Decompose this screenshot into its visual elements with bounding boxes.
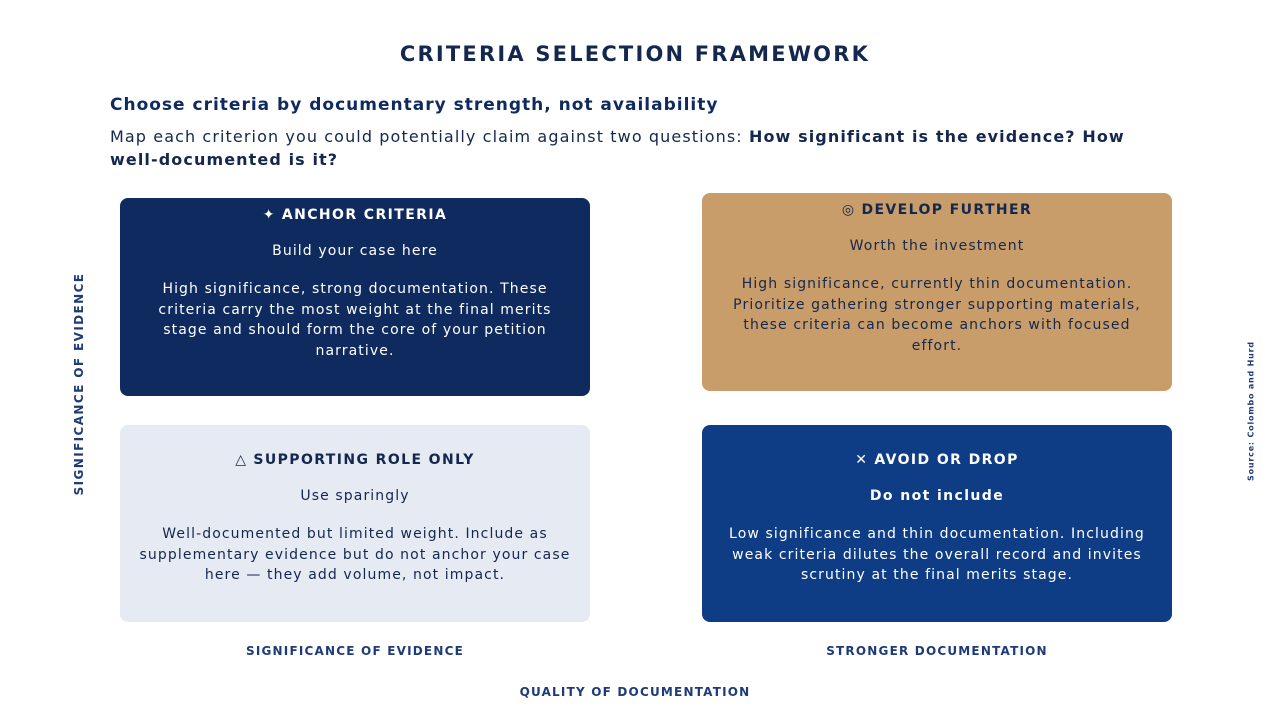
quadrant-avoid-description: Low significance and thin documentation. Including weak criteria dilutes the overall record and invites scrutiny at the final merits stage. xyxy=(729,526,1145,583)
target-icon: ◎ xyxy=(841,202,856,218)
quadrant-develop-description: High significance, currently thin documentation. Prioritize gathering stronger supporting materials, these criteria can become anchors with focused effort. xyxy=(733,276,1141,354)
quadrant-support-description: Well-documented but limited weight. Include as supplementary evidence but do not anchor your case here — they add volume, not impact. xyxy=(139,526,571,583)
x-axis-left-label: SIGNIFICANCE OF EVIDENCE xyxy=(246,644,464,658)
page-title: CRITERIA SELECTION FRAMEWORK xyxy=(399,42,871,66)
quadrant-develop-title: DEVELOP FURTHER xyxy=(861,202,1033,218)
source-credit: Source: Colombo and Hurd xyxy=(1246,341,1256,481)
quadrant-avoid-heading xyxy=(702,452,1172,468)
x-icon: ✕ xyxy=(855,452,869,468)
page-subtitle: Choose criteria by documentary strength, not availability xyxy=(110,95,719,115)
intro-lead: Map each criterion you could potentially claim against two questions: xyxy=(110,127,749,146)
intro-questions: How significant is the evidence? How well-documented is it? xyxy=(110,127,1125,169)
y-axis-label: SIGNIFICANCE OF EVIDENCE xyxy=(72,272,86,496)
quadrant-support-subtitle: Use sparingly xyxy=(300,488,410,504)
quadrant-develop-subtitle: Worth the investment xyxy=(849,238,1025,254)
quadrant-anchor-subtitle: Build your case here xyxy=(272,243,438,259)
quadrant-support-heading xyxy=(120,452,590,468)
x-axis-right-label: STRONGER DOCUMENTATION xyxy=(826,644,1048,658)
x-axis-label: QUALITY OF DOCUMENTATION xyxy=(519,685,751,699)
quadrant-supporting-role xyxy=(120,425,590,622)
quadrant-anchor-criteria xyxy=(120,198,590,396)
quadrant-anchor-title: ANCHOR CRITERIA xyxy=(281,207,448,223)
quadrant-anchor-description: High significance, strong documentation. These criteria carry the most weight at the final merits stage and should form the core of your petition narrative. xyxy=(158,281,552,359)
quadrant-avoid-subtitle: Do not include xyxy=(869,488,1005,504)
quadrant-anchor-heading xyxy=(120,207,590,223)
quadrant-avoid-or-drop xyxy=(702,425,1172,622)
sparkle-icon: ✦ xyxy=(262,207,276,223)
triangle-icon: △ xyxy=(235,452,248,468)
quadrant-support-title: SUPPORTING ROLE ONLY xyxy=(253,452,475,468)
intro-text xyxy=(110,125,1130,171)
quadrant-develop-further xyxy=(702,193,1172,391)
quadrant-develop-heading xyxy=(702,202,1172,218)
quadrant-avoid-title: AVOID OR DROP xyxy=(874,452,1019,468)
